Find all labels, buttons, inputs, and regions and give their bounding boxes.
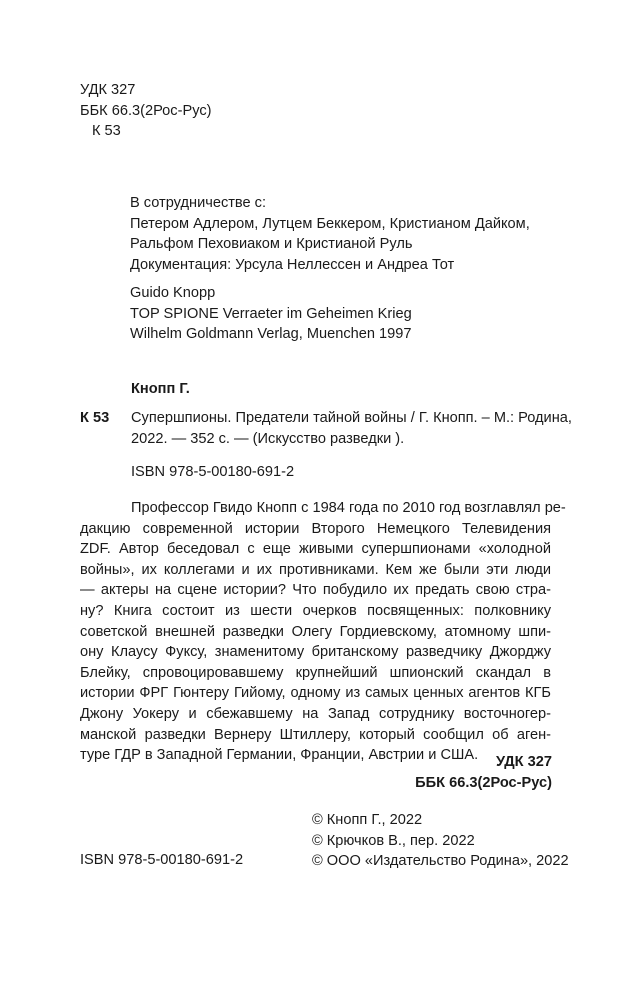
original-title: TOP SPIONE Verraeter im Geheimen Krieg xyxy=(130,305,412,322)
bibliographic-line: Супершпионы. Предатели тайной войны / Г. Кнопп. – М.: Родина, xyxy=(131,410,572,426)
abstract-line: войны», их коллегами и их противниками. Кем же были эти люди xyxy=(80,561,551,578)
udk-code: УДК 327 xyxy=(80,82,136,98)
bibliographic-description xyxy=(131,408,572,449)
abstract-line: Джону Уокеру и сбежавшему на Запад сотруднику восточногер- xyxy=(80,705,551,722)
collaboration-line: Ральфом Пеховиаком и Кристианой Руль xyxy=(130,236,413,253)
collaboration-line: В сотрудничестве с: xyxy=(130,195,267,211)
abstract-line: Профессор Гвидо Кнопп с 1984 года по 2010 год возглавлял ре- xyxy=(131,500,566,516)
abstract-line: советской внешней разведки Олегу Гордиевскому, атомному шпи- xyxy=(80,623,551,640)
abstract-line: дакцию современной истории Второго Немецкого Телевидения xyxy=(80,520,551,537)
copyright-line: © Крючков В., пер. 2022 xyxy=(312,832,475,849)
copyright-line: © Кнопп Г., 2022 xyxy=(312,812,423,828)
bibliographic-line: 2022. — 352 с. — (Искусство разведки ). xyxy=(131,430,405,447)
isbn-bottom: ISBN 978-5-00180-691-2 xyxy=(80,852,244,868)
author-sign-code: К 53 xyxy=(80,410,110,426)
collaboration-line: Петером Адлером, Лутцем Беккером, Кристианом Дайком, xyxy=(130,215,530,232)
udc-classification-top xyxy=(80,80,211,142)
bbk-code: ББК 66.3(2Рос-Рус) xyxy=(415,774,552,791)
isbn: ISBN 978-5-00180-691-2 xyxy=(131,464,295,480)
original-edition xyxy=(130,283,412,345)
abstract-line: туре ГДР в Западной Германии, Франции, Австрии и США. xyxy=(80,747,479,764)
collaboration-credits xyxy=(130,193,530,275)
collaboration-line: Документация: Урсула Неллессен и Андреа Тот xyxy=(130,256,455,273)
abstract-line: — актеры на сцене истории? Что побудило их предать свою стра- xyxy=(80,582,551,599)
bbk-code: ББК 66.3(2Рос-Рус) xyxy=(80,102,212,119)
original-publisher: Wilhelm Goldmann Verlag, Muenchen 1997 xyxy=(130,326,412,343)
abstract xyxy=(80,498,566,766)
copyright-line: © ООО «Издательство Родина», 2022 xyxy=(312,853,569,870)
abstract-line: Блейку, спровоцировавшему крупнейший шпионский скандал в xyxy=(80,664,551,681)
author-heading: Кнопп Г. xyxy=(131,381,190,397)
original-author: Guido Knopp xyxy=(130,285,216,301)
abstract-line: истории ФРГ Гюнтеру Гийому, одному из самых ценных агентов КГБ xyxy=(80,685,551,702)
author-sign: К 53 xyxy=(92,123,121,140)
abstract-line: ZDF. Автор беседовал с еще живыми супершпионами «холодной xyxy=(80,541,551,558)
udk-code: УДК 327 xyxy=(495,754,552,770)
abstract-line: ну? Книга состоит из шести очерков посвященных: полковнику xyxy=(80,602,551,619)
abstract-line: ону Клаусу Фуксу, знаменитому британскому разведчику Джорджу xyxy=(80,644,551,661)
abstract-line: манской разведки Вернеру Штиллеру, который сообщил об аген- xyxy=(80,726,551,743)
copyright-notices xyxy=(312,810,569,872)
udc-classification-bottom xyxy=(380,752,552,793)
